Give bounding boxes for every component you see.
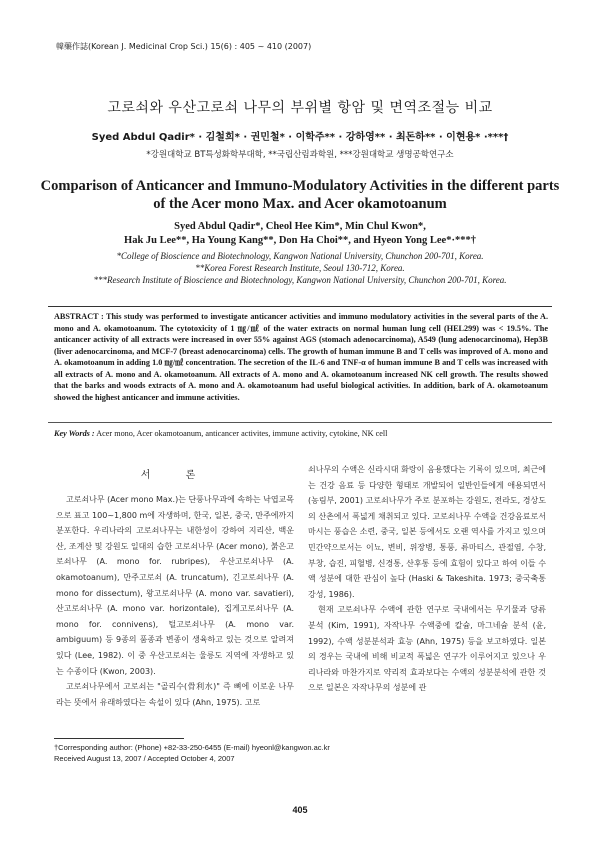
keywords-text: Acer mono, Acer okamotoanum, anticancer activites, immune activity, cytokine, NK cell xyxy=(96,429,388,438)
section-title: 서 론 xyxy=(140,470,212,481)
left-paragraph-2: 고로쇠나무에서 고로쇠는 "골리수(骨利水)" 즉 뼈에 이로운 나무라는 뜻에서 유래하였다는 속설이 있다 (Ahn, 1975). 고로 xyxy=(56,682,294,707)
left-paragraph-1: 고로쇠나무 (Acer mono Max.)는 단풍나무과에 속하는 낙엽교목으로 표고 100~1,800 m에 자생하며, 한국, 일본, 중국, 만주에까지 분포한다. 우리나라의 고로쇠나무는 내한성이 강하여 지리산, 백운산, 조계산 및 강원도 일대의 습한 고로쇠나무 (Acer mono), 붉은고로쇠나무 (A. mono for. rubripes), 우산고로쇠나무 (A. okamotoanum), 만주고로쇠 (A. truncatum), 긴고로쇠나무 (A. mono for dissectum), 왕고로쇠나무 (A. mono var. savatieri), 산고로쇠나무 (A. mono var. horizontale), 집게고로쇠나무 (A. mono for. connivens), 털고로쇠나무 (A. mono var. ambiguum) 등 9종의 품종과 변종이 생육하고 있는 것으로 알려져 있다 (Lee, 1982). 이 중 우산고로쇠는 울릉도 지역에 자생하고 있는 수종이다 (Kwon, 2003). xyxy=(56,495,295,676)
affiliation-2: **Korea Forest Research Institute, Seoul 130-712, Korea. xyxy=(195,263,405,273)
footnotes xyxy=(54,742,524,764)
right-column xyxy=(308,462,546,696)
english-affiliations xyxy=(30,250,570,286)
english-authors xyxy=(40,220,560,248)
korean-affiliations: *강원대학교 BT특성화학부대학, **국립산림과학원, ***강원대학교 생명공학연구소 xyxy=(146,150,454,160)
left-column xyxy=(56,492,294,710)
corresponding-author: †Corresponding author: (Phone) +82-33-250-6455 (E-mail) hyeonl@kangwon.ac.kr xyxy=(54,743,330,752)
right-paragraph-2: 현재 고로쇠나무 수액에 관한 연구로 국내에서는 무기물과 당류 분석 (Kim, 1991), 자작나무 수액중에 칼슘, 마그네슘 분석 (윤, 1992), 수액 성분분석과 효능 (Ahn, 1975) 등을 보고하였다. 일본의 경우는 국내에 비해 비교적 폭넓은 연구가 이루어지고 있으나 우리나라와 마찬가지로 약리적 효과보다는 수액의 성분분석에 관한 것으로 일본은 자작나무의 성분에 관 xyxy=(308,605,546,693)
affiliation-3: ***Research Institute of Bioscience and Biotechnology, Kangwon National University, Chunchon 200-701, Korea. xyxy=(93,275,507,285)
korean-authors: Syed Abdul Qadir* · 김철희* · 권민철* · 이학주** · 강하영** · 최돈하** · 이현용* ·***† xyxy=(91,132,509,143)
korean-title: 고로쇠와 우산고로쇠 나무의 부위별 항암 및 면역조절능 비교 xyxy=(107,100,493,116)
right-paragraph-1: 쇠나무의 수액은 신라시대 화랑이 음용했다는 기록이 있으며, 최근에는 건강 음료 등 다양한 형태로 개발되어 일반인들에게 애용되면서 (농림부, 2001) 고로쇠나무가 주로 분포하는 강원도, 전라도, 경상도의 산촌에서 폭넓게 채취되고 있다. 고로쇠나무 수액을 건강음료로서 마시는 풍습은 소련, 중국, 일본 등에서도 오랜 역사를 가지고 있으며 민간약으로서는 이뇨, 변비, 위장병, 통풍, 류마티스, 관절염, 수창, 부창, 습진, 피혈병, 신경통, 산후통 등에 효험이 있다고 하여 이들 수액 성분에 대한 관심이 높다 (Haski & Takeshita. 1973; 중국축통강성, 1986). xyxy=(308,465,546,599)
english-title xyxy=(40,177,560,213)
keywords xyxy=(54,428,548,439)
english-title-line1: Comparison of Anticancer and Immuno-Modulatory Activities in the different parts xyxy=(40,178,560,194)
english-authors-line2: Hak Ju Lee**, Ha Young Kang**, Don Ha Choi**, and Hyeon Yong Lee*·***† xyxy=(124,235,476,246)
keywords-rule xyxy=(48,422,552,423)
journal-header: 韓藥作誌(Korean J. Medicinal Crop Sci.) 15(6) : 405 ~ 410 (2007) xyxy=(56,42,312,51)
footnote-rule xyxy=(54,738,184,739)
received-accepted: Received August 13, 2007 / Accepted October 4, 2007 xyxy=(54,754,235,763)
english-title-line2: of the Acer mono Max. and Acer okamotoanum xyxy=(153,196,447,212)
abstract: ABSTRACT : This study was performed to investigate anticancer activities and immuno modulatory activities in the several parts of the A. mono and A. okamotoanum. The cytotoxicity of 1 ㎎/㎖ of the water extracts on normal human lung cell (HEL299) was < 19.5%. The anticancer activity of all extracts were increased in over 55% against AGS (stomach adenocarcinoma), A549 (lung adenocarcinoma), Hep3B (liver adenocarcinoma, and MCF-7 (breast adenocarcinoma) cells. The growth of human immune B and T cells was improved of A. mono and A. okamotoanum in adding 1.0 ㎎/㎖ concentration. The secretion of the IL-6 and TNF-α of human immune B and T cells was increased with all extracts of A. mono and A. okamotoanum. All extracts of A. mono and A. okamotoanum increased NK cell growth. The results showed that the barks and woods extracts of A. mono and A. okamotoanum had useful biological activities. In addition, bark of A. okamotoanum showed the highest anticancer and immune activities. xyxy=(54,312,548,402)
affiliation-1: *College of Bioscience and Biotechnology, Kangwon National University, Chunchon 200-701, Korea. xyxy=(116,251,484,261)
page-number: 405 xyxy=(292,805,308,815)
english-authors-line1: Syed Abdul Qadir*, Cheol Hee Kim*, Min Chul Kwon*, xyxy=(174,221,426,232)
abstract-top-rule xyxy=(48,306,552,307)
keywords-label: Key Words : xyxy=(54,429,95,438)
